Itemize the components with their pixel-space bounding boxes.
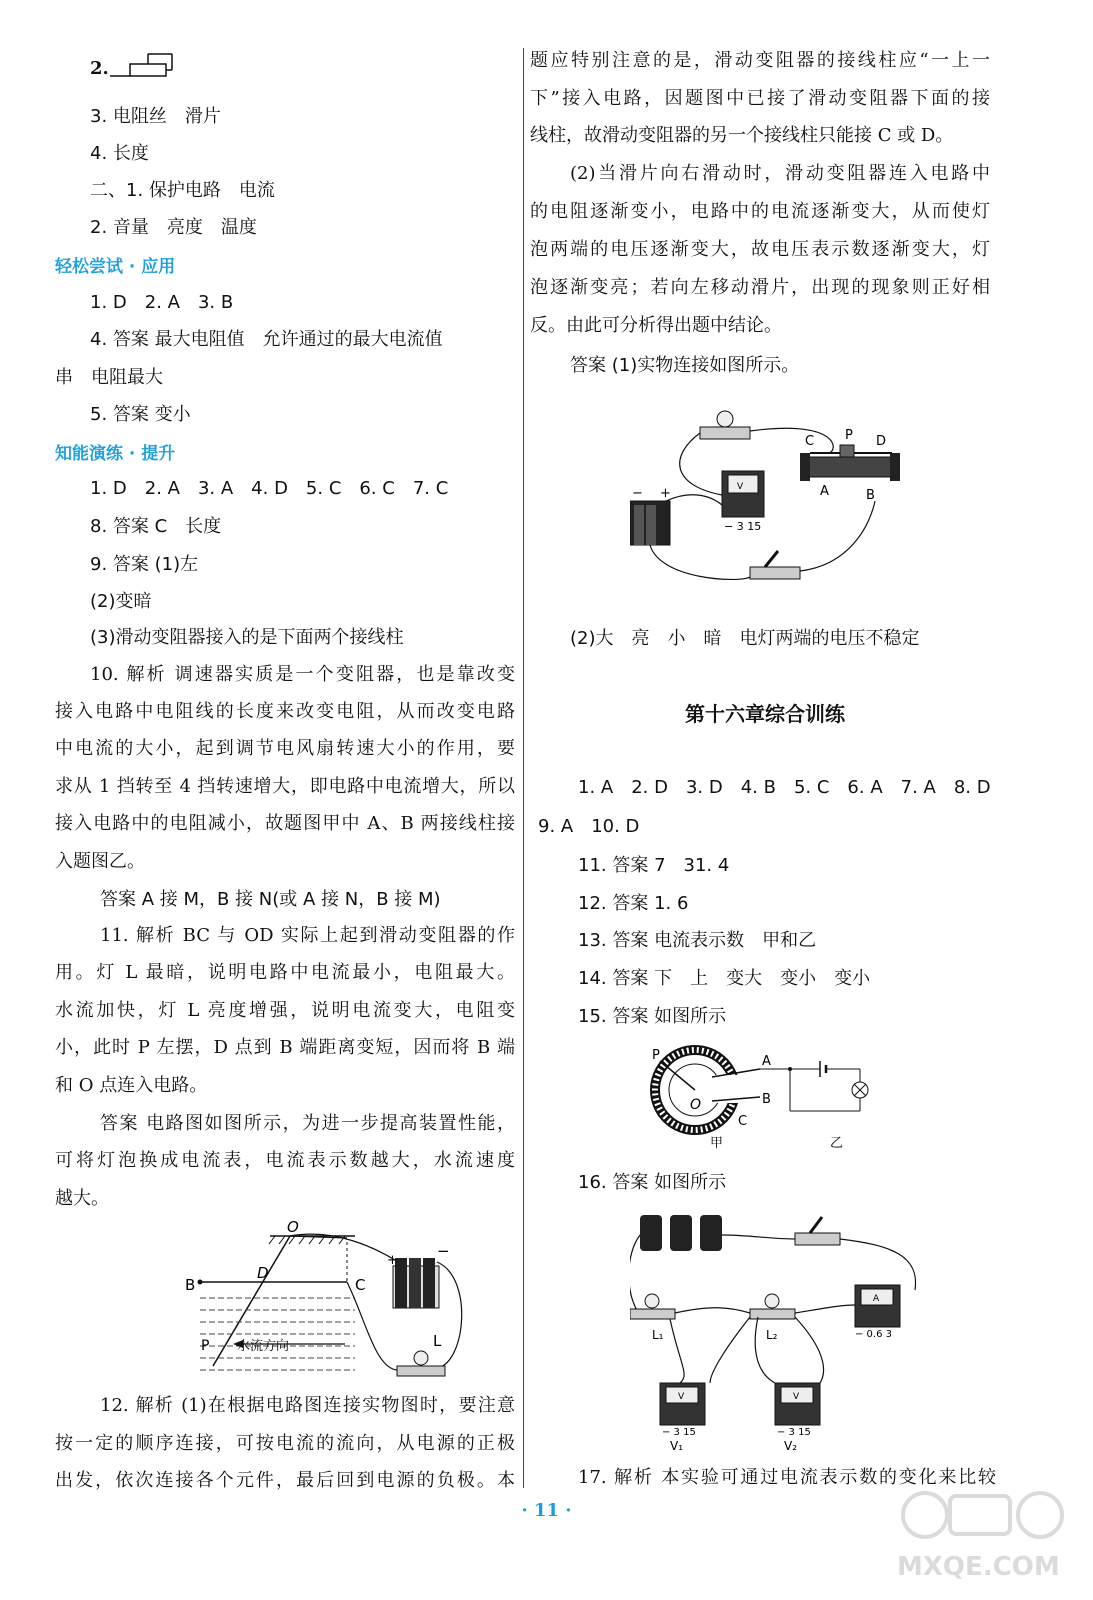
voltmeter-V1-icon [660, 1383, 705, 1453]
chapter-title: 第十六章综合训练 [685, 702, 845, 726]
answer-4: 4. 长度 [90, 143, 149, 164]
svg-text:−: − [437, 1242, 450, 1260]
analysis-17: 17. 解析 本实验可通过电流表示数的变化来比较 [578, 1467, 996, 1488]
answer-11-line: 越大。 [55, 1188, 109, 1209]
analysis-12-cont: (2)当滑片向右滑动时，滑动变阻器连入电路中 [570, 163, 990, 184]
answer-15: 15. 答案 如图所示 [578, 1006, 727, 1027]
svg-text:C: C [805, 434, 815, 449]
svg-text:+: + [660, 486, 671, 501]
analysis-10-line: 入题图乙。 [55, 851, 145, 872]
analysis-11-line: 和 O 点连入电路。 [55, 1075, 208, 1096]
svg-text:− 3 15: − 3 15 [724, 520, 762, 533]
svg-text:A: A [820, 484, 829, 499]
series-lamps-circuit-figure [630, 1205, 930, 1465]
svg-text:V: V [678, 1392, 685, 1402]
water-flow-circuit-diagram [175, 1218, 465, 1388]
label-P: P [201, 1338, 210, 1354]
answer-12b: 12. 答案 1. 6 [578, 893, 689, 914]
answer-part2-2: 2. 音量 亮度 温度 [90, 217, 257, 238]
battery-icon [387, 1242, 450, 1308]
answer-9-1: 9. 答案 (1)左 [90, 554, 199, 575]
analysis-12-line: 出发，依次连接各个元件，最后回到电源的负极。本 [55, 1470, 515, 1491]
answer-8: 8. 答案 C 长度 [90, 516, 222, 537]
analysis-10-line: 接入电路中电阻线的长度来改变电阻，从而改变电路 [55, 701, 515, 722]
column-divider [523, 48, 524, 1488]
watermark-logo [895, 1470, 1065, 1585]
rheostat-symbol-icon [110, 52, 180, 82]
svg-text:乙: 乙 [830, 1136, 844, 1151]
analysis-12-cont: 下”接入电路，因题图中已接了滑动变阻器下面的接 [530, 88, 990, 109]
label-B: B [185, 1276, 196, 1294]
analysis-11-line: 11. 解析 BC 与 OD 实际上起到滑动变阻器的作 [100, 925, 515, 946]
rheostat-circuit-figure [630, 405, 910, 595]
label-O: O [287, 1218, 299, 1236]
answer-9-3: (3)滑动变阻器接入的是下面两个接线柱 [90, 627, 404, 648]
page-number: · 11 · [521, 1500, 572, 1521]
answer-14: 14. 答案 下 上 变大 变小 变小 [578, 968, 871, 989]
svg-text:L₂: L₂ [766, 1328, 778, 1342]
analysis-12-cont: 线柱，故滑动变阻器的另一个接线柱只能接 C 或 D。 [530, 125, 954, 146]
answer-4-line1: 4. 答案 最大电阻值 允许通过的最大电流值 [90, 329, 443, 350]
svg-text:− 0.6 3: − 0.6 3 [855, 1329, 893, 1340]
answer-13: 13. 答案 电流表示数 甲和乙 [578, 930, 817, 951]
svg-text:O: O [690, 1097, 702, 1113]
analysis-10-line: 中电流的大小，起到调节电风扇转速大小的作用，要 [55, 738, 515, 759]
answer-row-1: 1. D 2. A 3. B [90, 292, 234, 313]
analysis-10-line: 求从 1 挡转至 4 挡转速增大，即电路中电流增大，所以 [55, 776, 515, 797]
label-D: D [257, 1264, 269, 1282]
analysis-10-line: 接入电路中的电阻减小，故题图甲中 A、B 两接线柱接 [55, 813, 515, 834]
analysis-12-cont: 反。由此可分析得出题中结论。 [530, 315, 782, 336]
answer-12-2: (2)大 亮 小 暗 电灯两端的电压不稳定 [570, 628, 920, 649]
svg-text:B: B [762, 1092, 771, 1107]
answer-5: 5. 答案 变小 [90, 404, 191, 425]
voltmeter-icon [722, 471, 764, 533]
answer-11-line: 可将灯泡换成电流表，电流表示数越大，水流速度 [55, 1150, 515, 1171]
ammeter-icon [855, 1285, 900, 1340]
analysis-12-cont: 泡两端的电压逐渐变大，故电压表示数逐渐变大，灯 [530, 239, 990, 260]
switch-icon [795, 1217, 840, 1245]
ring-rheostat-diagram [650, 1045, 900, 1155]
svg-text:A: A [762, 1054, 771, 1069]
answer-row-chapter-1: 1. A 2. D 3. D 4. B 5. C 6. A 7. A 8. D [578, 777, 991, 798]
svg-text:L: L [433, 1332, 442, 1350]
battery-icon [640, 1215, 722, 1251]
svg-text:B: B [866, 488, 875, 503]
rheostat-icon [800, 428, 900, 503]
answer-16: 16. 答案 如图所示 [578, 1172, 727, 1193]
analysis-11-line: 用。灯 L 最暗，说明电路中电流最小，电阻最大。 [55, 962, 515, 983]
analysis-12-cont: 泡逐渐变亮；若向左移动滑片，出现的现象则正好相 [530, 277, 990, 298]
answer-3: 3. 电阻丝 滑片 [90, 106, 221, 127]
analysis-10-line: 10. 解析 调速器实质是一个变阻器，也是靠改变 [90, 664, 515, 685]
svg-text:−: − [632, 486, 643, 501]
voltmeter-V2-icon [775, 1383, 820, 1453]
section-heading-practice: 知能演练 · 提升 [55, 444, 176, 464]
lamp-icon [700, 411, 750, 439]
svg-text:V: V [737, 482, 744, 492]
answer-row-2: 1. D 2. A 3. A 4. D 5. C 6. C 7. C [90, 478, 449, 499]
svg-text:V₁: V₁ [670, 1439, 684, 1453]
answer-11-line: 答案 电路图如图所示，为进一步提高装置性能， [100, 1113, 515, 1134]
analysis-11-line: 小，此时 P 左摆，D 点到 B 端距离变短，因而将 B 端 [55, 1037, 515, 1058]
svg-text:L₁: L₁ [652, 1328, 664, 1342]
analysis-12-cont: 题应特别注意的是，滑动变阻器的接线柱应“一上一 [530, 50, 990, 71]
analysis-12-line: 按一定的顺序连接，可按电流的流向，从电源的正极 [55, 1433, 515, 1454]
svg-text:V: V [793, 1392, 800, 1402]
lamp-L2-icon [750, 1294, 795, 1342]
svg-text:D: D [876, 434, 887, 449]
analysis-12-cont: 的电阻逐渐变小，电路中的电流逐渐变大，从而使灯 [530, 201, 990, 222]
answer-part2-1: 二、1. 保护电路 电流 [90, 180, 275, 201]
svg-text:P: P [652, 1048, 660, 1063]
lamp-L1-icon [630, 1294, 675, 1342]
label-C: C [355, 1276, 366, 1294]
section-heading-try: 轻松尝试 · 应用 [55, 257, 176, 277]
svg-text:+: + [387, 1253, 398, 1268]
battery-icon [630, 486, 671, 545]
svg-text:C: C [738, 1114, 748, 1129]
svg-text:甲: 甲 [710, 1136, 724, 1151]
answer-row-chapter-2: 9. A 10. D [538, 816, 640, 837]
svg-text:− 3 15: − 3 15 [662, 1427, 696, 1438]
answer-2 [90, 58, 109, 80]
lamp-icon [397, 1332, 445, 1376]
svg-text:A: A [873, 1294, 880, 1304]
answer-10: 答案 A 接 M，B 接 N(或 A 接 N，B 接 M) [100, 889, 441, 910]
flow-direction-label: 水流方向 [237, 1339, 290, 1354]
switch-icon [750, 551, 800, 579]
svg-text:− 3 15: − 3 15 [777, 1427, 811, 1438]
answer-2-label: 2. [90, 58, 109, 79]
svg-text:MXQE.COM: MXQE.COM [897, 1552, 1060, 1582]
svg-text:P: P [845, 428, 853, 443]
answer-11: 11. 答案 7 31. 4 [578, 855, 730, 876]
answer-4-line2: 串 电阻最大 [55, 367, 163, 388]
answer-12: 答案 (1)实物连接如图所示。 [570, 355, 800, 376]
analysis-12-line: 12. 解析 (1)在根据电路图连接实物图时，要注意 [100, 1395, 515, 1416]
svg-text:V₂: V₂ [784, 1439, 798, 1453]
analysis-11-line: 水流加快，灯 L 亮度增强，说明电流变大，电阻变 [55, 1000, 515, 1021]
answer-9-2: (2)变暗 [90, 591, 152, 612]
